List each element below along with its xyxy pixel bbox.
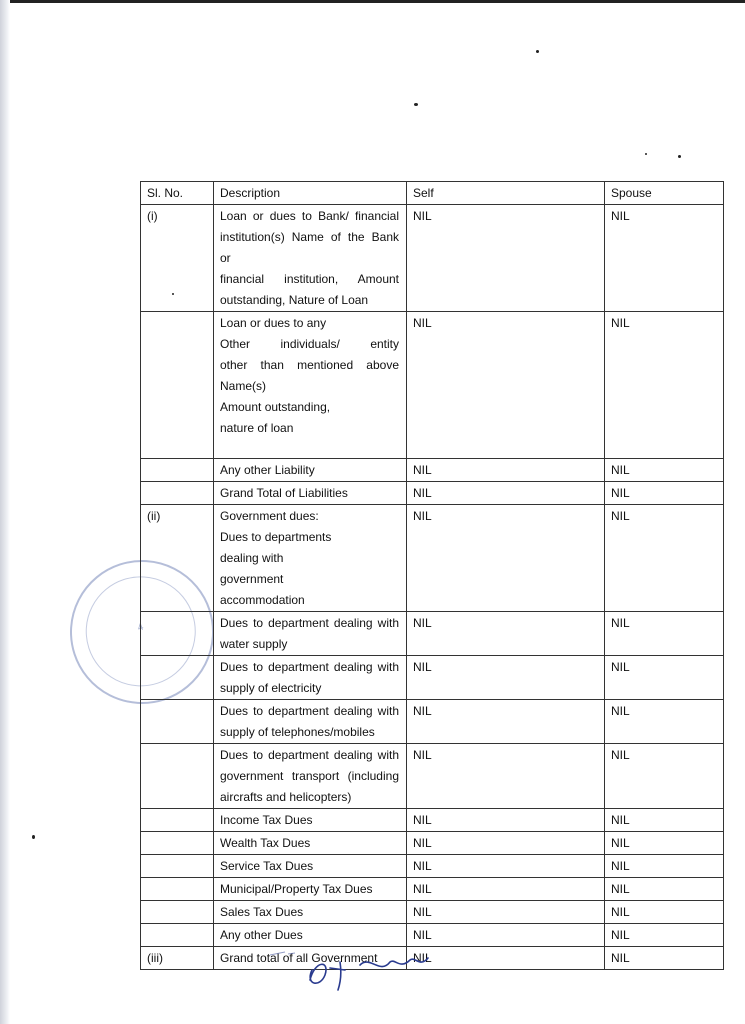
header-self: Self (407, 182, 605, 205)
scan-speck (414, 103, 418, 106)
cell-description (214, 744, 407, 809)
table-row (141, 855, 724, 878)
cell-spouse: NIL (605, 947, 724, 970)
description-line: water supply (220, 637, 288, 651)
cell-sl-no (141, 744, 214, 809)
cell-self: NIL (407, 459, 605, 482)
cell-sl-no (141, 809, 214, 832)
description-line: government transport (including (220, 769, 399, 783)
cell-description (214, 205, 407, 312)
cell-description (214, 878, 407, 901)
cell-spouse: NIL (605, 878, 724, 901)
cell-self: NIL (407, 832, 605, 855)
cell-description (214, 612, 407, 656)
description-line: supply of telephones/mobiles (220, 725, 375, 739)
cell-self: NIL (407, 744, 605, 809)
description-line: Wealth Tax Dues (220, 836, 311, 850)
cell-self: NIL (407, 809, 605, 832)
table-row (141, 312, 724, 459)
description-line: Grand total of all Government (220, 951, 378, 965)
cell-self: NIL (407, 312, 605, 459)
cell-sl-no (141, 459, 214, 482)
description-line: institution(s) Name of the Bank (220, 230, 399, 244)
cell-self: NIL (407, 947, 605, 970)
cell-self: NIL (407, 505, 605, 612)
handwritten-signature (250, 940, 450, 1000)
scan-speck (678, 155, 681, 158)
scan-speck (645, 153, 647, 155)
description-line: dealing with (220, 551, 284, 565)
scan-speck (536, 50, 539, 53)
cell-self: NIL (407, 901, 605, 924)
cell-spouse: NIL (605, 482, 724, 505)
cell-description (214, 901, 407, 924)
table-row (141, 459, 724, 482)
top-border-line (0, 0, 745, 3)
cell-sl-no (141, 612, 214, 656)
description-line: Sales Tax Dues (220, 905, 304, 919)
cell-self: NIL (407, 482, 605, 505)
description-line: Name(s) (220, 379, 267, 393)
cell-spouse: NIL (605, 901, 724, 924)
cell-spouse: NIL (605, 459, 724, 482)
description-line: aircrafts and helicopters) (220, 790, 352, 804)
cell-description (214, 459, 407, 482)
description-line: Any other Liability (220, 463, 315, 477)
cell-spouse: NIL (605, 744, 724, 809)
table-row (141, 656, 724, 700)
cell-sl-no (141, 924, 214, 947)
cell-self: NIL (407, 855, 605, 878)
cell-self: NIL (407, 205, 605, 312)
cell-spouse: NIL (605, 656, 724, 700)
cell-spouse: NIL (605, 924, 724, 947)
description-line: outstanding, Nature of Loan (220, 293, 369, 307)
description-line: Dues to department dealing with (220, 704, 399, 718)
description-line: Amount outstanding, (220, 400, 331, 414)
scan-speck (32, 835, 35, 839)
description-line: Any other Dues (220, 928, 303, 942)
cell-spouse: NIL (605, 809, 724, 832)
liabilities-table (140, 181, 724, 970)
description-line: Dues to department dealing with (220, 616, 399, 630)
cell-sl-no (141, 312, 214, 459)
table-row (141, 809, 724, 832)
header-description: Description (214, 182, 407, 205)
description-line: Other individuals/ entity (220, 337, 399, 351)
cell-sl-no (141, 832, 214, 855)
cell-description (214, 832, 407, 855)
cell-sl-no (141, 482, 214, 505)
cell-sl-no (141, 855, 214, 878)
description-line: Municipal/Property Tax Dues (220, 882, 373, 896)
description-line: other than mentioned above (220, 358, 399, 372)
table-row (141, 612, 724, 656)
cell-self: NIL (407, 656, 605, 700)
description-line: Dues to department dealing with (220, 748, 399, 762)
cell-description (214, 505, 407, 612)
cell-sl-no (141, 656, 214, 700)
cell-spouse: NIL (605, 205, 724, 312)
description-line: or (220, 251, 231, 265)
cell-self: NIL (407, 700, 605, 744)
description-line: government (220, 572, 284, 586)
description-line: Income Tax Dues (220, 813, 313, 827)
header-spouse: Spouse (605, 182, 724, 205)
table-body (141, 205, 724, 970)
table-row (141, 744, 724, 809)
table-row (141, 901, 724, 924)
cell-sl-no (141, 878, 214, 901)
cell-description (214, 312, 407, 459)
cell-spouse: NIL (605, 505, 724, 612)
cell-description (214, 855, 407, 878)
cell-description (214, 482, 407, 505)
cell-sl-no: (ii) (141, 505, 214, 612)
cell-description (214, 656, 407, 700)
cell-spouse: NIL (605, 855, 724, 878)
description-line: Loan or dues to Bank/ financial (220, 209, 399, 223)
table-row (141, 205, 724, 312)
cell-spouse: NIL (605, 312, 724, 459)
cell-description (214, 809, 407, 832)
table-header-row (141, 182, 724, 205)
table-row (141, 878, 724, 901)
table-row (141, 700, 724, 744)
cell-sl-no: (i) (141, 205, 214, 312)
scan-edge (0, 0, 10, 1024)
description-line: supply of electricity (220, 681, 322, 695)
cell-sl-no: (iii) (141, 947, 214, 970)
table-row (141, 832, 724, 855)
description-line: Dues to department dealing with (220, 660, 399, 674)
table-row (141, 482, 724, 505)
cell-self: NIL (407, 612, 605, 656)
cell-spouse: NIL (605, 700, 724, 744)
description-line: Dues to departments (220, 530, 332, 544)
cell-self: NIL (407, 924, 605, 947)
description-line: accommodation (220, 593, 305, 607)
description-line: financial institution, Amount (220, 272, 399, 286)
cell-sl-no (141, 700, 214, 744)
description-line: Government dues: (220, 509, 319, 523)
cell-self: NIL (407, 878, 605, 901)
description-line: Loan or dues to any (220, 316, 327, 330)
cell-spouse: NIL (605, 832, 724, 855)
cell-sl-no (141, 901, 214, 924)
description-line: Service Tax Dues (220, 859, 314, 873)
description-line: nature of loan (220, 421, 294, 435)
header-sl-no: Sl. No. (141, 182, 214, 205)
description-line: Grand Total of Liabilities (220, 486, 348, 500)
cell-spouse: NIL (605, 612, 724, 656)
cell-description (214, 700, 407, 744)
stamp-numeral: 4 (136, 621, 145, 634)
table-row (141, 505, 724, 612)
